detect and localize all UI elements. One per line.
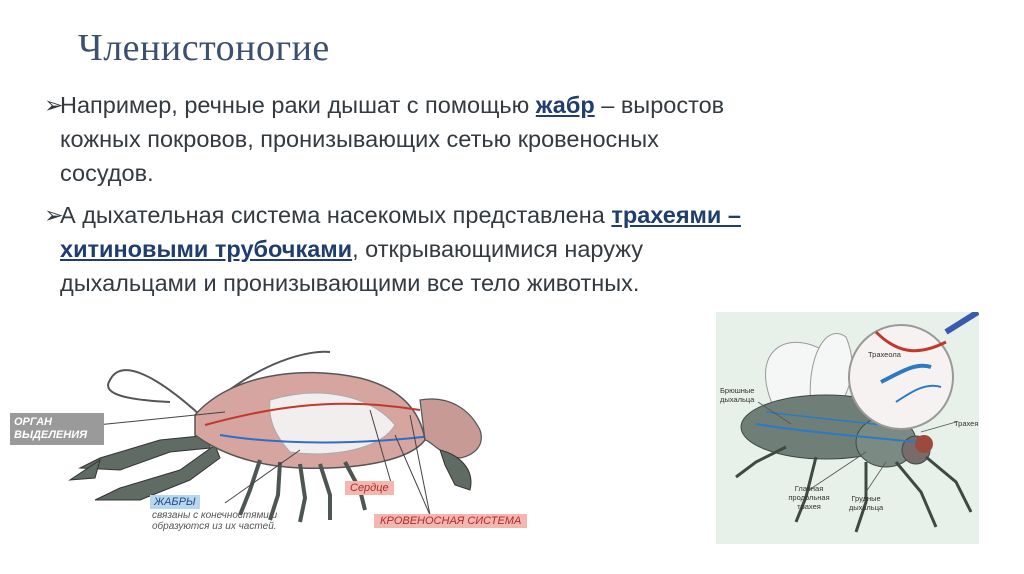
label-trachea: Трахея: [954, 419, 979, 428]
label-gills-note: связаны с конечностями и образуются из их частей.: [152, 510, 278, 532]
label-excretory-organ: ОРГАН ВЫДЕЛЕНИЯ: [10, 413, 104, 445]
label-heart: Сердце: [345, 481, 394, 495]
bullet-list: [44, 88, 744, 308]
label-tracheole: Трахеола: [868, 350, 901, 359]
slide-title: Членистоногие: [78, 27, 330, 69]
bullet-highlight: жабр: [535, 92, 595, 118]
label-gills: ЖАБРЫ: [150, 495, 200, 509]
label-thoracic-spiracles: Грудные дыхальца: [848, 494, 884, 512]
insect-figure: [716, 312, 979, 544]
arrow-bullet-icon: ➢: [44, 202, 64, 228]
crayfish-figure: [0, 340, 560, 540]
bullet-text-pre: А дыхательная система насекомых представлена: [60, 202, 612, 228]
bullet-item: [44, 198, 744, 300]
label-main-trachea: Главная продольная трахея: [788, 484, 830, 511]
arrow-bullet-icon: ➢: [44, 92, 64, 118]
bullet-highlight: трахеями – хитиновыми трубочками: [60, 202, 741, 262]
label-abdominal-spiracles: Брюшные дыхальца: [720, 386, 755, 404]
bullet-text-post: , открывающимися наружу дыхальцами и пронизывающими все тело животных.: [60, 236, 643, 296]
bullet-item: [44, 88, 744, 190]
bullet-text-pre: Например, речные раки дышат с помощью: [60, 92, 536, 118]
label-circulatory-system: КРОВЕНОСНАЯ СИСТЕМА: [374, 514, 527, 528]
bullet-text-post: – выростов кожных покровов, пронизывающих сетью кровеносных сосудов.: [60, 92, 725, 186]
